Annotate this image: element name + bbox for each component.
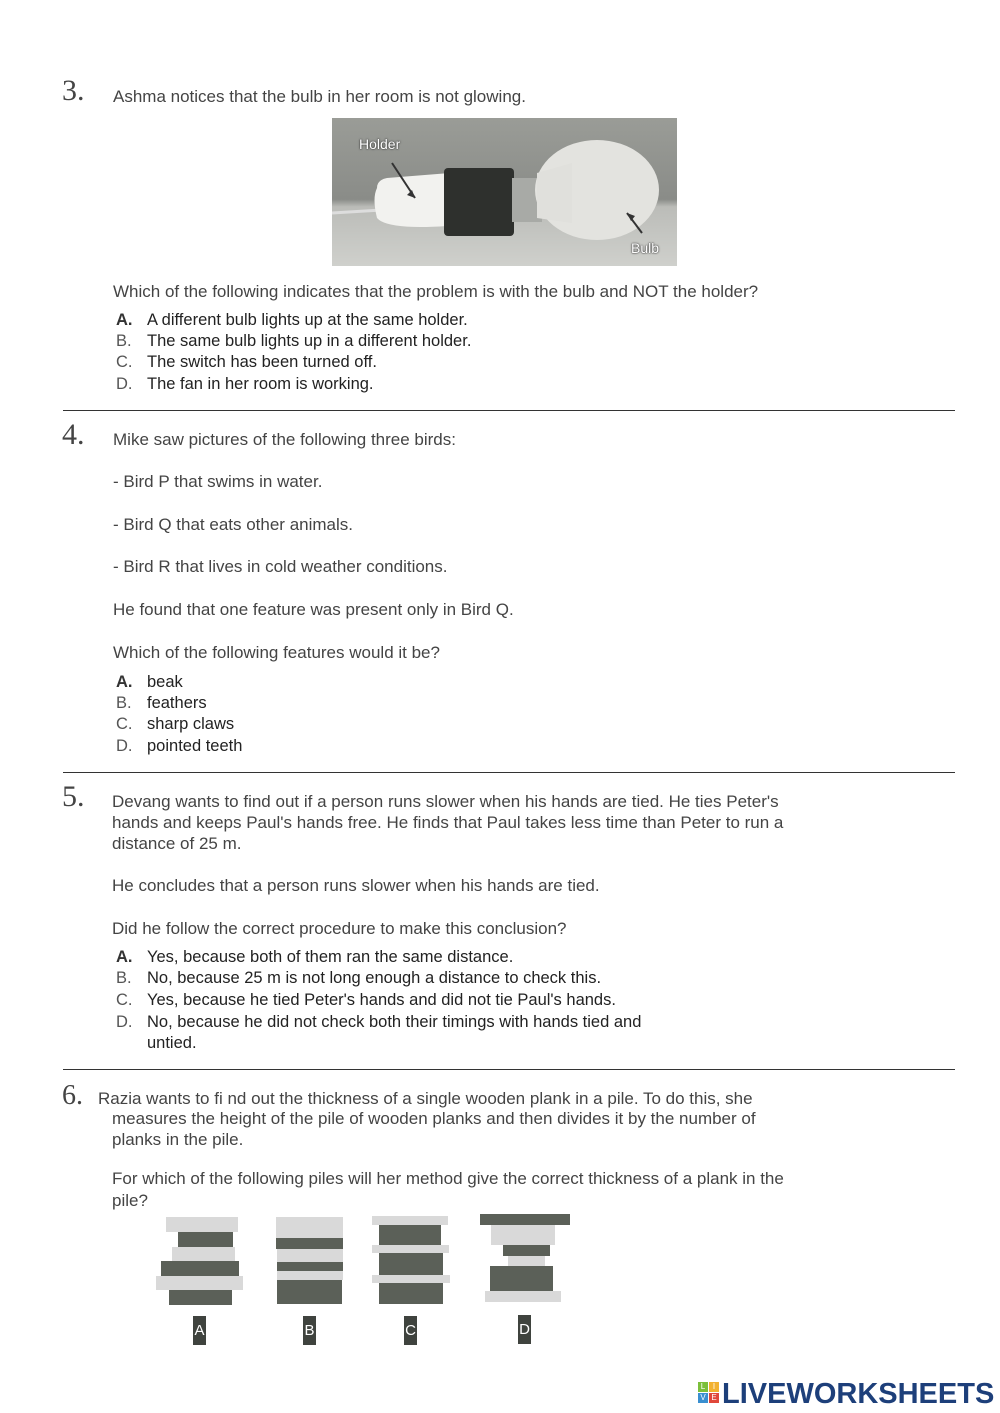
bulb-label: Bulb	[631, 240, 660, 256]
question-6-line-1: Razia wants to fi nd out the thickness of a single wooden plank in a pile. To do this, she	[98, 1089, 753, 1108]
question-4-option-b[interactable]	[116, 693, 207, 714]
liveworksheets-logo: LIVEWORKSHEETS	[722, 1378, 995, 1410]
plank	[379, 1253, 443, 1275]
plank	[508, 1256, 545, 1266]
plank	[372, 1275, 450, 1283]
plank	[277, 1249, 343, 1262]
option-text: A different bulb lights up at the same holder.	[147, 311, 468, 329]
plank	[503, 1245, 550, 1256]
question-4-number: 4.	[62, 418, 85, 451]
plank	[379, 1283, 443, 1304]
badge-letter: E	[709, 1393, 719, 1403]
option-text: No, because 25 m is not long enough a distance to check this.	[147, 969, 602, 987]
plank	[166, 1217, 238, 1232]
plank	[169, 1290, 232, 1305]
bulb-holder-photo	[332, 118, 677, 266]
question-4-prompt: Which of the following features would it be?	[113, 643, 440, 662]
question-4-option-c[interactable]	[116, 714, 234, 735]
option-letter: A.	[116, 673, 133, 691]
finding-line: He found that one feature was present only in Bird Q.	[113, 600, 514, 619]
question-5-line-2: hands and keeps Paul's hands free. He finds that Paul takes less time than Peter to run a	[112, 813, 784, 832]
question-5-conclusion: He concludes that a person runs slower when his hands are tied.	[112, 876, 600, 895]
plank	[277, 1280, 342, 1304]
badge-letter: L	[698, 1382, 708, 1392]
pile-c-label: C	[404, 1316, 417, 1345]
plank	[490, 1266, 553, 1291]
option-letter: B.	[116, 969, 132, 987]
question-5-prompt: Did he follow the correct procedure to make this conclusion?	[112, 919, 567, 938]
plank	[156, 1276, 243, 1290]
bird-p-line: - Bird P that swims in water.	[113, 472, 323, 491]
option-text: pointed teeth	[147, 737, 243, 755]
option-letter: C.	[116, 991, 133, 1009]
plank	[276, 1238, 343, 1249]
divider	[63, 1069, 955, 1070]
question-6-line-3: planks in the pile.	[112, 1130, 244, 1149]
plank	[277, 1271, 343, 1280]
question-5-option-c[interactable]	[116, 990, 616, 1011]
badge-letter: I	[709, 1382, 719, 1392]
option-letter: C.	[116, 715, 133, 733]
pile-b-label: B	[303, 1316, 316, 1345]
question-3-number: 3.	[62, 74, 85, 107]
plank	[379, 1225, 441, 1245]
plank	[178, 1232, 233, 1247]
option-letter: C.	[116, 353, 133, 371]
question-5-option-a[interactable]	[116, 947, 513, 968]
plank	[161, 1261, 239, 1276]
pile-d-label: D	[518, 1315, 531, 1344]
option-letter: D.	[116, 1013, 133, 1031]
liveworksheets-badge-icon	[698, 1382, 720, 1404]
option-text: feathers	[147, 694, 207, 712]
option-letter: A.	[116, 311, 133, 329]
question-3-option-a[interactable]	[116, 310, 468, 331]
question-5-line-3: distance of 25 m.	[112, 834, 242, 853]
plank	[491, 1225, 555, 1245]
question-6-number: 6.	[62, 1080, 83, 1111]
plank	[276, 1217, 343, 1238]
option-text: No, because he did not check both their timings with hands tied and	[147, 1013, 642, 1031]
option-text: The switch has been turned off.	[147, 353, 377, 371]
question-5-option-d[interactable]	[116, 1012, 641, 1054]
question-3-option-c[interactable]	[116, 352, 377, 373]
option-text: sharp claws	[147, 715, 235, 733]
question-6-prompt-2: pile?	[112, 1191, 148, 1210]
pile-a-label: A	[193, 1316, 206, 1345]
question-4-option-d[interactable]	[116, 736, 242, 757]
question-5-line-1: Devang wants to find out if a person runs slower when his hands are tied. He ties Peter's	[112, 792, 779, 811]
question-5-option-b[interactable]	[116, 968, 601, 989]
bird-r-line: - Bird R that lives in cold weather conditions.	[113, 557, 448, 576]
question-5-number: 5.	[62, 780, 85, 813]
bird-q-line: - Bird Q that eats other animals.	[113, 515, 353, 534]
option-letter: D.	[116, 737, 133, 755]
question-4-text: Mike saw pictures of the following three birds:	[113, 430, 456, 449]
holder-label: Holder	[359, 136, 401, 152]
option-text: Yes, because he tied Peter's hands and did not tie Paul's hands.	[147, 991, 616, 1009]
option-text: Yes, because both of them ran the same distance.	[147, 948, 514, 966]
badge-letter: V	[698, 1393, 708, 1403]
option-letter: A.	[116, 948, 133, 966]
arrow-icons	[332, 118, 677, 266]
divider	[63, 772, 955, 773]
option-letter: B.	[116, 694, 132, 712]
option-text: beak	[147, 673, 183, 691]
plank	[485, 1291, 561, 1302]
option-text: The same bulb lights up in a different holder.	[147, 332, 472, 350]
option-text: The fan in her room is working.	[147, 375, 374, 393]
question-3-option-b[interactable]	[116, 331, 471, 352]
plank	[172, 1247, 235, 1261]
option-text-continued: untied.	[147, 1034, 197, 1052]
option-letter: B.	[116, 332, 132, 350]
question-4-option-a[interactable]	[116, 672, 183, 693]
plank	[277, 1262, 343, 1271]
plank	[372, 1216, 448, 1225]
question-6-prompt-1: For which of the following piles will her method give the correct thickness of a plank in the	[112, 1169, 784, 1188]
question-3-prompt: Which of the following indicates that the problem is with the bulb and NOT the holder?	[113, 282, 759, 301]
plank	[372, 1245, 449, 1253]
question-3-text: Ashma notices that the bulb in her room is not glowing.	[113, 87, 526, 106]
question-6-line-2: measures the height of the pile of wooden planks and then divides it by the number of	[112, 1109, 756, 1128]
question-3-option-d[interactable]	[116, 374, 374, 395]
option-letter: D.	[116, 375, 133, 393]
plank	[480, 1214, 570, 1225]
divider	[63, 410, 955, 411]
